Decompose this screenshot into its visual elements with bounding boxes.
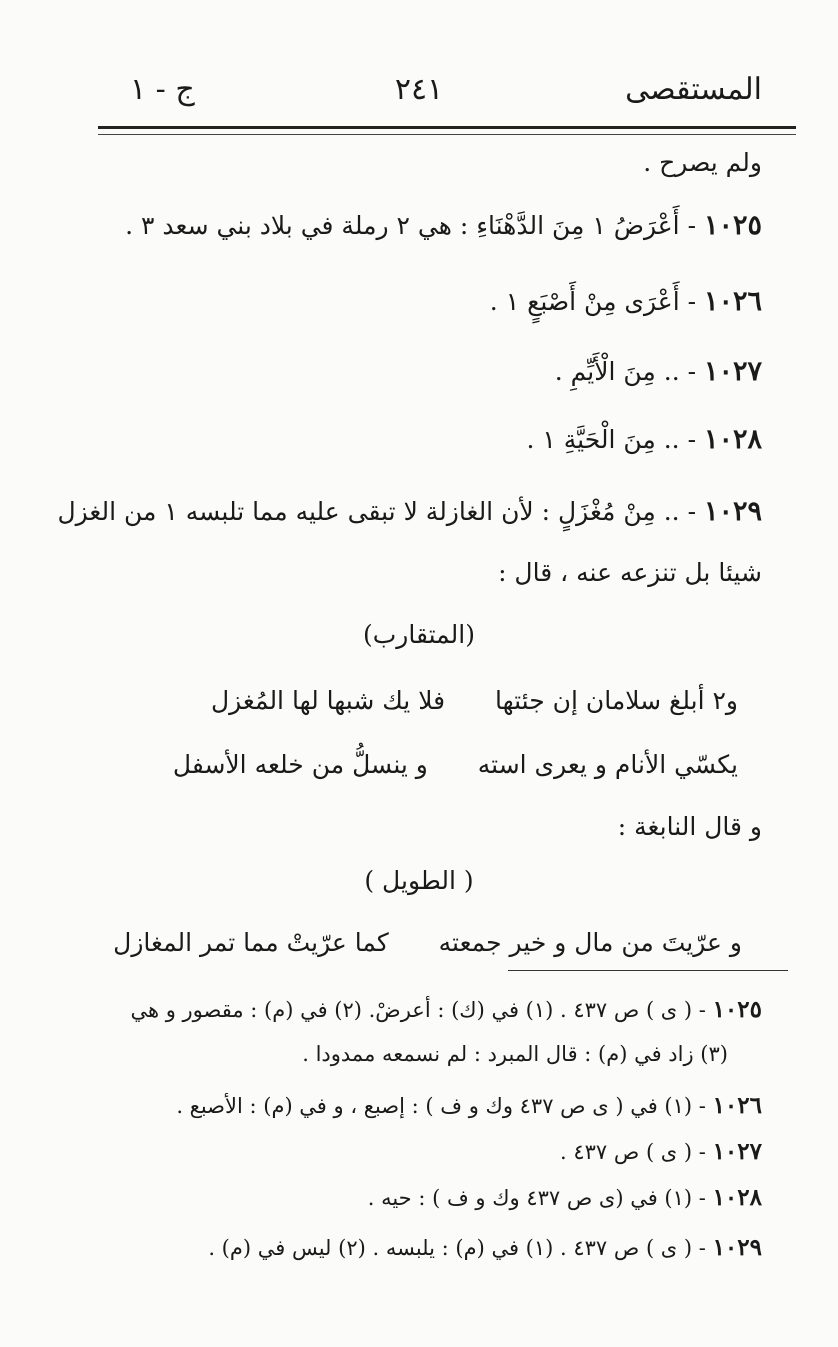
entry-1026 [490,286,762,317]
footnote-number: ١٠٢٨ [712,1184,762,1211]
verse-first-hemistich: و عرّيتَ من مال و خير جمعته [438,928,742,957]
verse-first-hemistich: يكسّي الأنام و يعرى استه [477,750,738,779]
entry-number: ١٠٢٨ [703,424,762,455]
meter-label-mutaqarib: (المتقارب) [363,620,475,649]
footnote-text: (٣) زاد في (م) : قال المبرد : لم نسمعه ممدودا . [302,1042,728,1066]
entry-text: شيئا بل تنزعه عنه ، قال : [498,558,762,587]
volume-label: ج - ١ [130,72,195,107]
entry-1029 [57,496,762,527]
footnote-number: ١٠٢٦ [712,1092,762,1119]
footnote-separator [508,970,788,971]
intro-text: ولم يصرح . [643,148,762,177]
verse-second-hemistich: فلا يك شبها لها المُغزل [210,686,446,715]
entry-text: - .. مِنْ مُغْزَلٍ : لأن الغازلة لا تبقى عليه مما تلبسه ١ من الغزل [57,497,697,526]
footnote-text: - ( ى ) ص ٤٣٧ . (١) في (ك) : أعرضْ. (٢) في (م) : مقصور و هي [130,998,706,1022]
entry-1028 [526,424,762,455]
header-rule-thin [98,134,796,135]
verse-3 [113,928,742,957]
footnote-text: - (١) في (ى ص ٤٣٧ وك و ف ) : حيه . [367,1186,706,1210]
footnote-1027 [560,1138,762,1165]
entry-1027 [555,356,762,387]
entry-number: ١٠٢٧ [703,356,762,387]
entry-text: - .. مِنَ الْأَيِّمِ . [554,357,697,386]
poet-intro: و قال النابغة : [617,812,762,841]
footnote-1028 [368,1184,762,1211]
verse-second-hemistich: و ينسلُّ من خلعه الأسفل [172,750,428,779]
entry-number: ١٠٢٥ [703,210,762,241]
verse-2 [173,750,738,779]
footnote-text: - ( ى ) ص ٤٣٧ . (١) في (م) : يلبسه . (٢) ليس في (م) . [208,1236,706,1260]
footnote-1026 [176,1092,762,1119]
header-rule-thick [98,126,796,129]
intro-line [643,148,762,177]
footnote-number: ١٠٢٥ [712,996,762,1023]
entry-text: - .. مِنَ الْحَيَّةِ ١ . [526,425,697,454]
running-title: المستقصى [625,72,762,107]
verse-second-hemistich: كما عرّيتْ مما تمر المغازل [113,928,389,957]
entry-1029-continued [498,558,762,587]
entry-text: - أَعْرَى مِنْ أَصْبَعٍ ١ . [489,287,697,316]
footnote-text: - ( ى ) ص ٤٣٧ . [560,1140,706,1164]
meter-label-tawil: ( الطويل ) [364,866,474,895]
footnote-1029 [208,1234,762,1261]
entry-1025 [125,210,762,241]
verse-first-hemistich: و٢ أبلغ سلامان إن جئتها [494,686,738,715]
entry-number: ١٠٢٦ [703,286,762,317]
footnote-number: ١٠٢٩ [712,1234,762,1261]
entry-number: ١٠٢٩ [703,496,762,527]
footnote-number: ١٠٢٧ [712,1138,762,1165]
page-number: ٢٤١ [394,72,444,107]
footnote-text: - (١) في ( ى ص ٤٣٧ وك و ف ) : إصبع ، و في (م) : الأصبع . [176,1094,706,1118]
verse-1 [211,686,738,715]
entry-text: - أَعْرَضُ ١ مِنَ الدَّهْنَاءِ : هي ٢ رملة في بلاد بني سعد ٣ . [125,211,697,240]
footnote-1025 [130,996,762,1023]
footnote-1025-continued [302,1042,728,1066]
